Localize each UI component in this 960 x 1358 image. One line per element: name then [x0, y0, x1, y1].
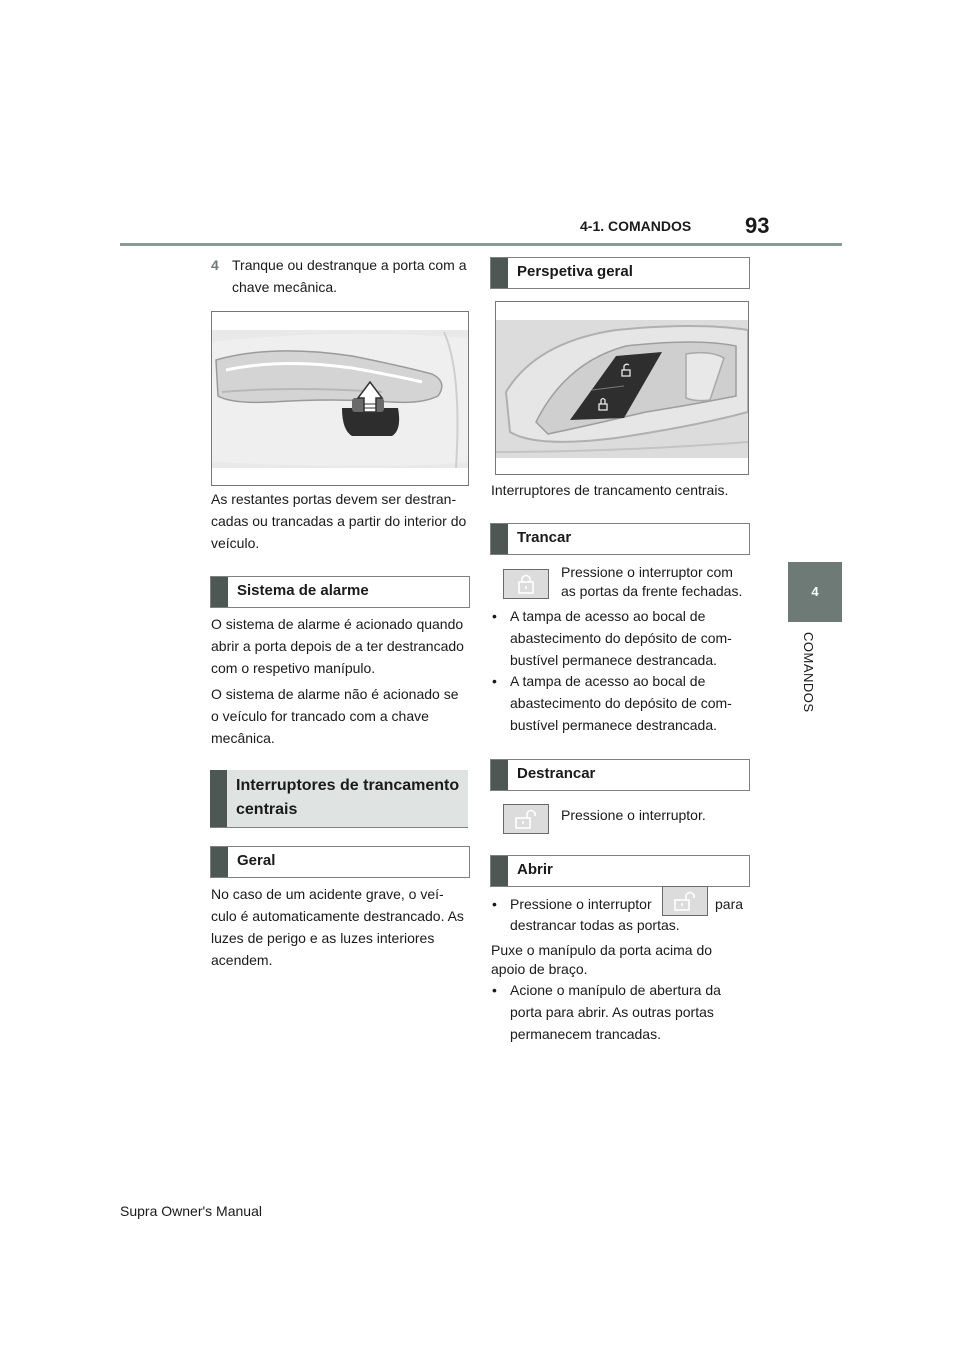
- lock-open-inline-icon: [662, 886, 708, 916]
- bullet-dot: •: [492, 608, 497, 624]
- bullet-text: A tampa de acesso ao bocal de abastecimento do depósito de com-bustível permanece destrancada.: [510, 608, 732, 668]
- chapter-tab: 4: [788, 562, 842, 622]
- bullet-text-before-icon: Pressione o interruptor: [510, 896, 652, 912]
- heading-text: Geral: [237, 852, 276, 869]
- bullet-dot: •: [492, 673, 497, 689]
- heading-unlock: [490, 759, 750, 791]
- heading-bar: [211, 847, 228, 877]
- bullet-text: A tampa de acesso ao bocal de abastecimento do depósito de com-bustível permanece destrancada.: [510, 673, 732, 733]
- footer-manual-title: Supra Owner's Manual: [120, 1203, 262, 1219]
- heading-text: Interruptores de trancamento centrais: [236, 777, 460, 818]
- bullet-text: Acione o manípulo de abertura da porta para abrir. As outras portas permanecem trancadas.: [510, 982, 721, 1042]
- heading-bar: [491, 760, 508, 790]
- door-handle-illustration: [212, 312, 468, 485]
- unlock-instruction: Pressione o interruptor.: [561, 807, 706, 823]
- heading-lock: [490, 523, 750, 555]
- figure-caption: Interruptores de trancamento centrais.: [491, 482, 729, 498]
- heading-text: Trancar: [517, 529, 572, 546]
- chapter-tab-label-text: COMANDOS: [801, 632, 816, 713]
- paragraph-pull-handle: Puxe o manípulo da porta acima do apoio de braço.: [491, 942, 713, 977]
- heading-alarm-system: [210, 576, 470, 608]
- heading-bar: [210, 770, 227, 827]
- heading-bar: [491, 524, 508, 554]
- heading-open: [490, 855, 750, 887]
- heading-general: [210, 846, 470, 878]
- bullet-dot: •: [492, 982, 497, 998]
- lock-closed-glyph: [504, 570, 548, 598]
- lock-open-icon: [503, 804, 549, 834]
- bullet-text-line2: destrancar todas as portas.: [510, 917, 680, 933]
- step-number: 4: [211, 257, 219, 273]
- bullet-text-after-icon: para: [715, 896, 744, 912]
- paragraph-alarm-1: O sistema de alarme é acionado quando abrir a porta depois de a ter destrancado com o respetivo manípulo.: [211, 616, 464, 676]
- paragraph-remaining-doors: As restantes portas devem ser destran-cadas ou trancadas a partir do interior do veículo.: [211, 491, 467, 551]
- bullet-dot: •: [492, 896, 497, 912]
- lock-instruction: Pressione o interruptor com as portas da frente fechadas.: [561, 564, 743, 599]
- header-rule: [120, 243, 842, 246]
- heading-bar: [491, 856, 508, 886]
- step-text: Tranque ou destranque a porta com a chave mecânica.: [232, 257, 467, 295]
- door-handle-key-image: [211, 311, 469, 486]
- lock-open-inline-glyph: [663, 887, 707, 915]
- chapter-tab-label: [796, 632, 816, 732]
- lock-open-glyph: [504, 805, 548, 833]
- heading-bar: [211, 577, 228, 607]
- page-number: 93: [745, 213, 770, 238]
- heading-bar: [491, 258, 508, 288]
- heading-central-locking: [210, 770, 468, 828]
- section-title: 4-1. COMANDOS: [580, 218, 692, 234]
- central-locking-switch-image: [495, 301, 749, 475]
- heading-text: Perspetiva geral: [517, 263, 633, 280]
- paragraph-alarm-2: O sistema de alarme não é acionado se o veículo for trancado com a chave mecânica.: [211, 686, 459, 746]
- heading-overview: [490, 257, 750, 289]
- heading-text: Sistema de alarme: [237, 582, 369, 599]
- heading-text: Destrancar: [517, 765, 596, 782]
- paragraph-accident: No caso de um acidente grave, o veí-culo é automaticamente destrancado. As luzes de perigo e as luzes interiores acendem.: [211, 886, 464, 968]
- switch-illustration: [496, 302, 748, 474]
- lock-closed-icon: [503, 569, 549, 599]
- heading-text: Abrir: [517, 861, 553, 878]
